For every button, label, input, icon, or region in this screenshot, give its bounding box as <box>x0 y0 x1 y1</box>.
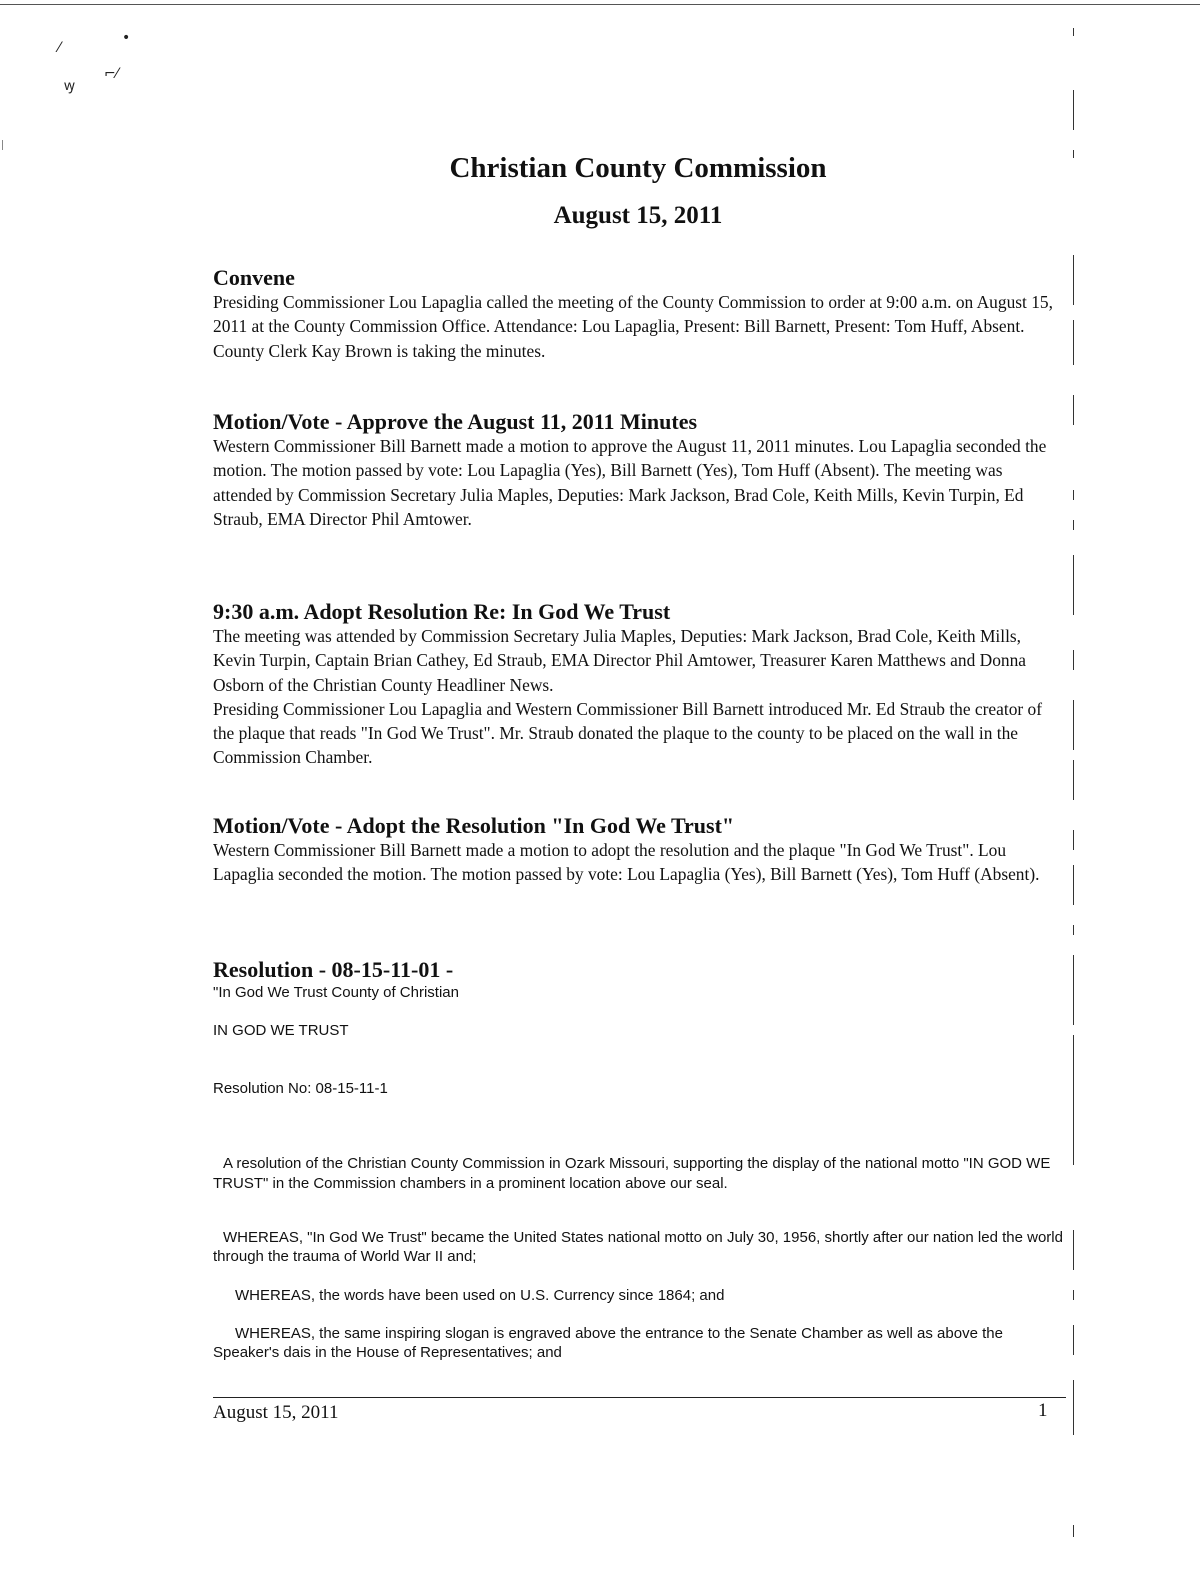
resolution-heading: Resolution - 08-15-11-01 - <box>213 957 454 982</box>
resolution-block <box>213 958 1063 982</box>
document-title: Christian County Commission <box>449 152 827 184</box>
section-convene <box>213 266 1063 363</box>
section-body: Western Commissioner Bill Barnett made a motion to adopt the resolution and the plaque "In God We Trust". Lou Lapaglia seconded the motion. The motion passed by vote: Lou Lapaglia (Yes), Bill Barnett (Yes), Tom Huff (Absent). <box>213 840 1040 885</box>
section-heading: Motion/Vote - Approve the August 11, 2011 Minutes <box>213 409 698 434</box>
section-body: The meeting was attended by Commission Secretary Julia Maples, Deputies: Mark Jackson, Brad Cole, Keith Mills, Kevin Turpin, Captain Brian Cathey, Ed Straub, EMA Director Phil Amtower, Treasurer Karen Matthews and Donna Osborn of the Christian County Headliner News. <box>213 626 1027 695</box>
page-number: 1 <box>1038 1400 1048 1421</box>
resolution-subtitle: "In God We Trust County of Christian <box>213 984 459 1001</box>
scan-right-edge-marks <box>1070 0 1078 1573</box>
section-heading: Convene <box>213 265 295 290</box>
section-body-continued: Presiding Commissioner Lou Lapaglia and Western Commissioner Bill Barnett introduced Mr. Ed Straub the creator of the plaque that reads "In God We Trust". Mr. Straub donated the plaque to the county to be placed on the wall in the Commission Chamber. <box>213 698 1043 768</box>
section-body: Western Commissioner Bill Barnett made a motion to approve the August 11, 2011 minutes. Lou Lapaglia seconded the motion. The motion passed by vote: Lou Lapaglia (Yes), Bill Barnett (Yes), Tom Huff (Absent). The meeting was attended by Commission Secretary Julia Maples, Deputies: Mark Jackson, Brad Cole, Keith Mills, Kevin Turpin, Ed Straub, EMA Director Phil Amtower. <box>213 436 1047 529</box>
resolution-motto: IN GOD WE TRUST <box>213 1022 349 1039</box>
resolution-number: Resolution No: 08-15-11-1 <box>213 1080 388 1097</box>
whereas-clause: WHEREAS, the same inspiring slogan is engraved above the entrance to the Senate Chamber as well as above the Speaker's dais in the House of Representatives; and <box>213 1325 1003 1361</box>
footer-rule <box>213 1397 1066 1398</box>
resolution-intro: A resolution of the Christian County Commission in Ozark Missouri, supporting the display of the national motto "IN GOD WE TRUST" in the Commission chambers in a prominent location above our seal. <box>213 1155 1051 1192</box>
footer-date: August 15, 2011 <box>213 1402 339 1423</box>
section-approve-minutes <box>213 410 1063 531</box>
section-heading: 9:30 a.m. Adopt Resolution Re: In God We Trust <box>213 599 671 624</box>
scan-top-edge <box>0 4 1200 5</box>
section-adopt-motto-vote <box>213 814 1063 887</box>
whereas-clause: WHEREAS, the words have been used on U.S. Currency since 1864; and <box>235 1287 725 1304</box>
document-date: August 15, 2011 <box>553 202 723 229</box>
section-body: Presiding Commissioner Lou Lapaglia called the meeting of the County Commission to order at 9:00 a.m. on August 15, 2011 at the County Commission Office. Attendance: Lou Lapaglia, Present: Bill Barnett, Present: Tom Huff, Absent. County Clerk Kay Brown is taking the minutes. <box>213 292 1053 361</box>
scan-left-mark <box>2 140 3 150</box>
whereas-clause: WHEREAS, "In God We Trust" became the United States national motto on July 30, 1956, shortly after our nation led the world through the trauma of World War II and; <box>213 1229 1063 1265</box>
section-adopt-resolution <box>213 600 1063 770</box>
section-heading: Motion/Vote - Adopt the Resolution "In God We Trust" <box>213 813 735 838</box>
